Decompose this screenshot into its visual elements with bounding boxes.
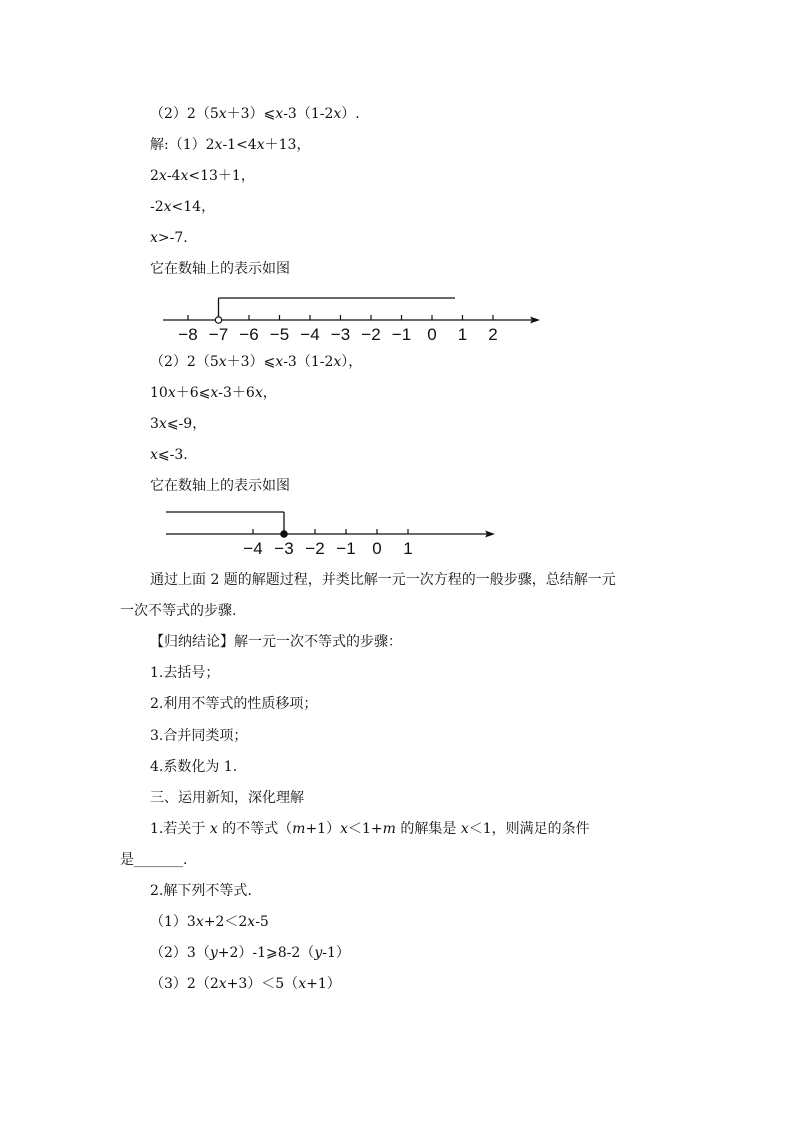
- tick-label: −6: [239, 325, 259, 344]
- text-segment: 解:（1）2: [150, 137, 215, 153]
- text-segment: 它在数轴上的表示如图: [150, 261, 290, 277]
- text-segment: 3.合并同类项；: [150, 728, 248, 744]
- text-segment: -3＋6: [218, 385, 255, 401]
- text-line-7: [150, 352, 362, 372]
- text-segment: <13＋1，: [188, 168, 255, 184]
- text-segment: （2）2（5: [150, 106, 219, 122]
- text-line-25: [150, 974, 341, 994]
- text-segment: x: [218, 976, 227, 992]
- text-line-23: [150, 912, 269, 932]
- text-segment: 的不等式（: [217, 821, 293, 837]
- text-segment: -1）: [322, 945, 350, 961]
- text-line-14: [150, 632, 402, 652]
- text-segment: 通过上面 2 题的解题过程，并类比解一元一次方程的一般步骤，总结解一元: [150, 572, 616, 588]
- text-segment: x: [195, 914, 204, 930]
- text-segment: x: [150, 230, 158, 246]
- tick-label: 1: [457, 325, 468, 344]
- text-segment: x: [247, 914, 256, 930]
- open-point: [215, 317, 221, 323]
- text-segment: +3）＜5（: [226, 976, 299, 992]
- text-segment: -2: [150, 199, 164, 215]
- text-segment: 是_______.: [120, 852, 188, 868]
- text-segment: ⩽-9，: [166, 416, 207, 432]
- text-segment: >-7.: [157, 230, 188, 246]
- text-segment: 1.去括号；: [150, 665, 220, 681]
- text-segment: +1）: [306, 976, 341, 992]
- text-segment: 1.若关于: [150, 821, 210, 837]
- text-segment: ）.: [341, 106, 360, 122]
- text-line-15: [150, 663, 219, 683]
- text-line-3: [150, 166, 255, 186]
- tick-label: −2: [361, 325, 381, 344]
- text-segment: x: [218, 354, 227, 370]
- text-segment: ＋6⩽: [175, 385, 211, 401]
- text-segment: （2）2（5: [150, 354, 219, 370]
- text-segment: 【归纳结论】解一元一次不等式的步骤：: [150, 634, 402, 650]
- tick-label: 0: [427, 325, 437, 344]
- tick-label: −1: [391, 325, 412, 344]
- tick-label: 0: [372, 539, 382, 558]
- text-segment: x: [460, 821, 469, 837]
- text-segment: x: [210, 385, 219, 401]
- text-line-22: [150, 881, 252, 901]
- text-segment: +2＜2: [203, 914, 248, 930]
- text-line-19: [150, 788, 304, 808]
- text-line-24: [150, 943, 350, 963]
- text-line-12: [150, 570, 616, 590]
- number-line-2: [150, 502, 510, 560]
- text-line-9: [150, 414, 206, 434]
- tick-label: −1: [336, 539, 356, 558]
- text-segment: x: [333, 354, 342, 370]
- text-segment: x: [150, 447, 158, 463]
- text-segment: m: [382, 821, 396, 837]
- text-line-21: [120, 850, 187, 870]
- text-segment: 的解集是: [395, 821, 461, 837]
- text-segment: x: [333, 106, 342, 122]
- text-line-17: [150, 726, 247, 746]
- text-segment: 2.解下列不等式.: [150, 883, 252, 899]
- text-segment: ＋3）⩽: [226, 106, 276, 122]
- text-segment: x: [254, 385, 263, 401]
- tick-label: −8: [178, 325, 198, 344]
- text-segment: 3: [150, 416, 159, 432]
- tick-label: 2: [488, 325, 498, 344]
- text-line-8: [150, 383, 277, 403]
- text-segment: 4.系数化为 1.: [150, 759, 238, 775]
- text-segment: x: [275, 106, 284, 122]
- text-line-16: [150, 694, 317, 714]
- text-segment: 2.利用不等式的性质移项；: [150, 696, 318, 712]
- text-line-11: [150, 476, 290, 496]
- text-segment: -3（1-2: [283, 106, 334, 122]
- text-segment: +1）: [305, 821, 341, 837]
- text-line-4: [150, 197, 215, 217]
- text-segment: +2）-1⩾8-2（: [217, 945, 315, 961]
- tick-label: −4: [243, 539, 263, 558]
- text-segment: x: [256, 137, 265, 153]
- text-segment: ，: [262, 385, 277, 401]
- tick-label: −2: [305, 539, 325, 558]
- text-segment: x: [158, 168, 167, 184]
- text-line-13: [120, 601, 236, 621]
- text-segment: x: [340, 821, 348, 837]
- text-segment: y: [209, 945, 218, 961]
- text-segment: -4: [166, 168, 181, 184]
- tick-label: −7: [208, 325, 229, 344]
- text-segment: （2）3（: [150, 945, 210, 961]
- text-segment: 三、运用新知，深化理解: [150, 790, 304, 806]
- text-line-10: [150, 445, 188, 465]
- text-segment: -3（1-2: [283, 354, 334, 370]
- text-segment: （3）2（2: [150, 976, 219, 992]
- text-line-1: [150, 104, 360, 124]
- text-segment: -5: [255, 914, 269, 930]
- text-segment: ⩽-3.: [157, 447, 188, 463]
- number-line-1: [150, 288, 560, 346]
- text-segment: ＜1，则满足的条件: [468, 821, 590, 837]
- text-segment: ＋13，: [264, 137, 311, 153]
- text-line-18: [150, 757, 237, 777]
- text-segment: ＜1+: [348, 821, 383, 837]
- text-segment: 2: [150, 168, 159, 184]
- text-segment: 10: [150, 385, 168, 401]
- text-segment: x: [167, 385, 176, 401]
- text-segment: ），: [341, 354, 363, 370]
- text-segment: y: [314, 945, 323, 961]
- text-segment: 它在数轴上的表示如图: [150, 478, 290, 494]
- tick-label: −4: [300, 325, 320, 344]
- text-segment: x: [158, 416, 167, 432]
- text-segment: -1<4: [222, 137, 257, 153]
- text-segment: 一次不等式的步骤.: [120, 603, 237, 619]
- text-line-20: [150, 819, 590, 839]
- text-segment: x: [218, 106, 227, 122]
- text-line-5: [150, 228, 188, 248]
- tick-label: −5: [269, 325, 290, 344]
- text-line-2: [150, 135, 310, 155]
- tick-label: −3: [274, 539, 294, 558]
- tick-label: 1: [403, 539, 413, 558]
- text-segment: m: [292, 821, 306, 837]
- text-segment: （1）3: [150, 914, 196, 930]
- text-segment: x: [298, 976, 307, 992]
- text-segment: x: [275, 354, 284, 370]
- text-segment: ＋3）⩽: [226, 354, 276, 370]
- text-segment: x: [214, 137, 223, 153]
- text-segment: x: [163, 199, 172, 215]
- text-segment: <14，: [171, 199, 216, 215]
- text-segment: x: [180, 168, 189, 184]
- closed-point: [281, 531, 287, 537]
- text-segment: x: [209, 821, 218, 837]
- text-line-6: [150, 259, 290, 279]
- tick-label: −3: [330, 325, 351, 344]
